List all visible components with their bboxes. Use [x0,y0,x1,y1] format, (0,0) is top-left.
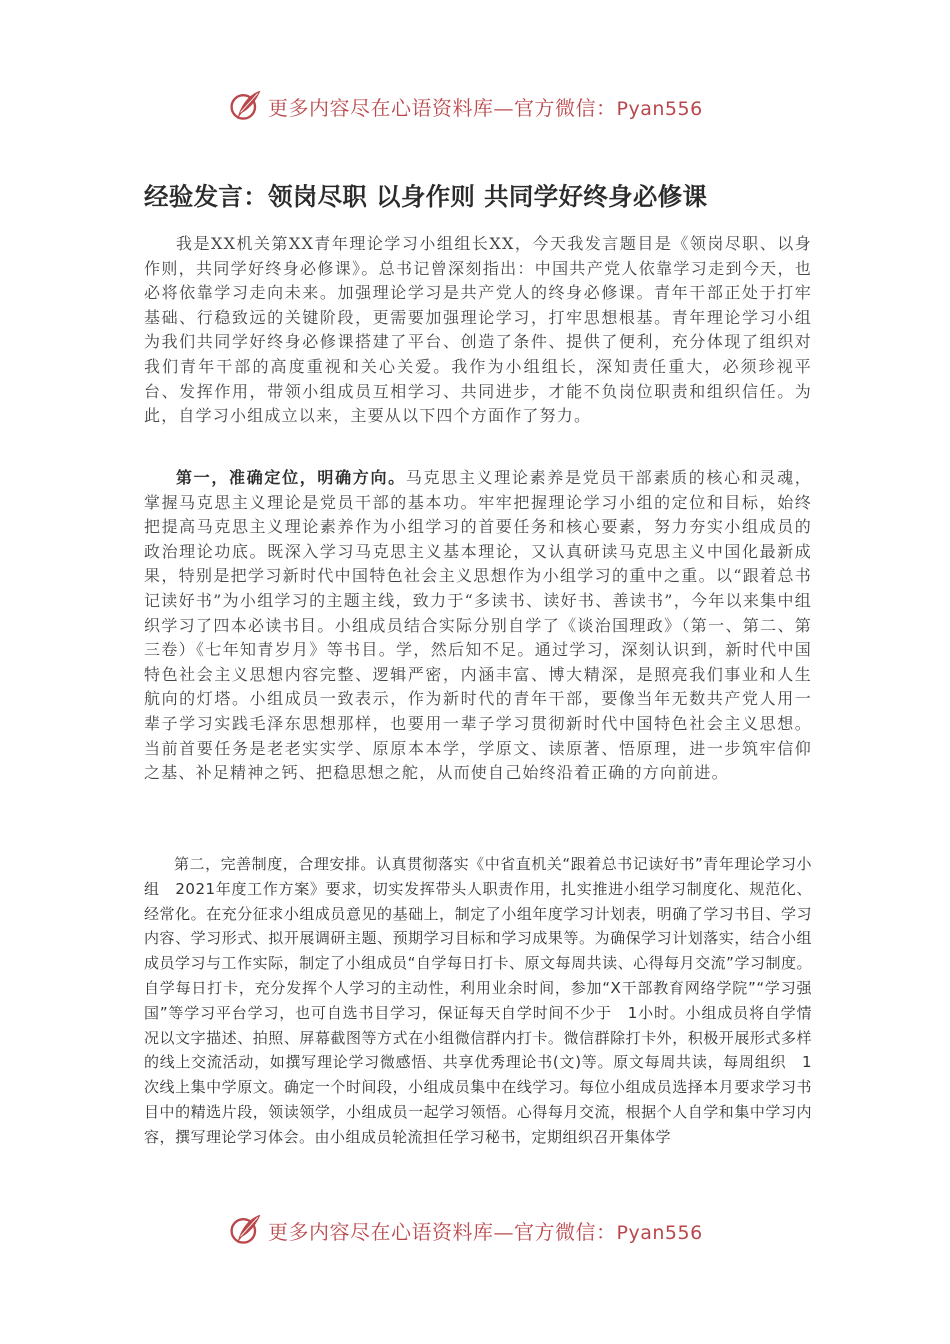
document-title: 经验发言：领岗尽职 以身作则 共同学好终身必修课 [144,182,708,211]
first-point-body: 马克思主义理论素养是党员干部素质的核心和灵魂，掌握马克思主义理论是党员干部的基本功。牢牢把握理论学习小组的定位和目标，始终把提高马克思主义理论素养作为小组学习的首要任务和核心要素，努力夯实小组成员的政治理论功底。既深入学习马克思主义基本理论，又认真研读马克思主义中国化最新成果，特别是把学习新时代中国特色社会主义思想作为小组学习的重中之重。以“跟着总书记读好书”为小组学习的主题主线，致力于“多读书、读好书、善读书”，今年以来集中组织学习了四本必读书目。小组成员结合实际分别自学了《谈治国理政》（第一、第二、第三卷）《七年知青岁月》等书目。学，然后知不足。通过学习，深刻认识到，新时代中国特色社会主义思想内容完整、逻辑严密，内涵丰富、博大精深，是照亮我们事业和人生航向的灯塔。小组成员一致表示，作为新时代的青年干部，要像当年无数共产党人用一辈子学习实践毛泽东思想那样，也要用一辈子学习贯彻新时代中国特色社会主义思想。当前首要任务是老老实实学、原原本本学，学原文、读原著、悟原理，进一步筑牢信仰之基、补足精神之钙、把稳思想之舵，从而使自己始终沿着正确的方向前进。 [144,468,812,783]
second-point-paragraph: 第二，完善制度，合理安排。认真贯彻落实《中省直机关“跟着总书记读好书”青年理论学习小组 2021年度工作方案》要求，切实发挥带头人职责作用，扎实推进小组学习制度化、规范化、经常化。在充分征求小组成员意见的基础上，制定了小组年度学习计划表，明确了学习书目、学习内容、学习形式、拟开展调研主题、预期学习目标和学习成果等。为确保学习计划落实，结合小组成员学习与工作实际，制定了小组成员“自学每日打卡、原文每周共读、心得每月交流”学习制度。自学每日打卡，充分发挥个人学习的主动性，利用业余时间，参加“X干部教育网络学院”“学习强国”等学习平台学习，也可自选书目学习，保证每天自学时间不少于 1小时。小组成员将自学情况以文字描述、拍照、屏幕截图等方式在小组微信群内打卡。微信群除打卡外，积极开展形式多样的线上交流活动，如撰写理论学习微感悟、共享优秀理论书(文)等。原文每周共读，每周组织 1次线上集中学原文。确定一个时间段，小组成员集中在线学习。每位小组成员选择本月要求学习书目中的精选片段，领读领学，小组成员一起学习领悟。心得每月交流，根据个人自学和集中学习内容，撰写理论学习体会。由小组成员轮流担任学习秘书，定期组织召开集体学 [144,855,812,1146]
feather-logo-icon [228,1212,264,1248]
first-point-lead: 第一，准确定位，明确方向。 [176,468,406,487]
header-watermark [228,86,718,126]
feather-logo-icon [228,88,264,124]
watermark-text: 更多内容尽在心语资料库—官方微信： [268,95,617,120]
watermark-wechat-id: Pyan556 [616,1221,703,1244]
watermark-wechat-id: Pyan556 [616,97,703,120]
footer-watermark [228,1210,718,1250]
intro-paragraph: 我是XX机关第XX青年理论学习小组组长XX，今天我发言题目是《领岗尽职、以身作则，共同学好终身必修课》。总书记曾深刻指出：中国共产党人依靠学习走到今天，也必将依靠学习走向未来。加强理论学习是共产党人的终身必修课。青年干部正处于打牢基础、行稳致远的关键阶段，更需要加强理论学习，打牢思想根基。青年理论学习小组为我们共同学好终身必修课搭建了平台、创造了条件、提供了便利，充分体现了组织对我们青年干部的高度重视和关心关爱。我作为小组组长，深知责任重大，必须珍视平台、发挥作用，带领小组成员互相学习、共同进步，才能不负岗位职责和组织信任。为此，自学习小组成立以来，主要从以下四个方面作了努力。 [144,234,812,426]
first-point-paragraph [144,466,812,786]
watermark-text: 更多内容尽在心语资料库—官方微信： [268,1219,617,1244]
